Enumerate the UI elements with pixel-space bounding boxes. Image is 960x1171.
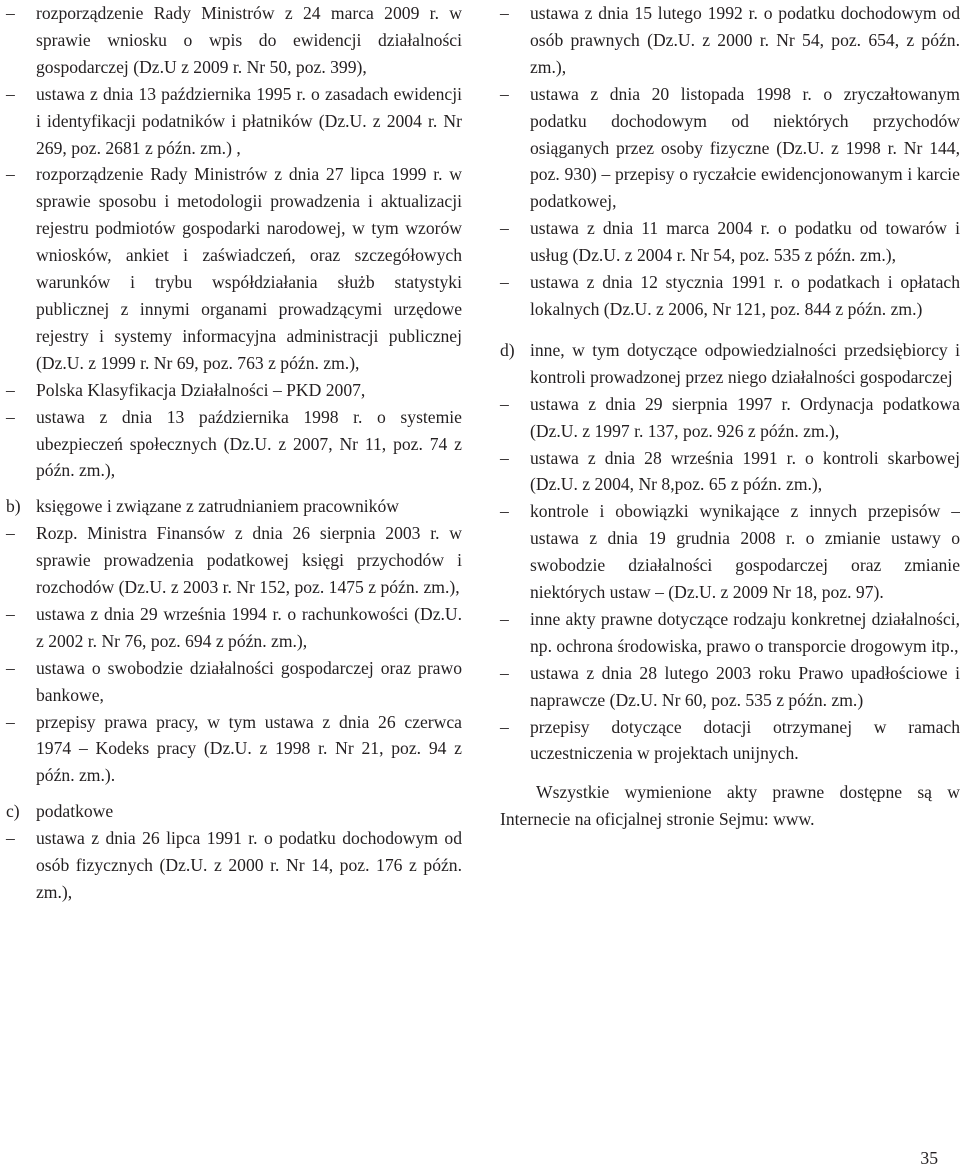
list-item: – ustawa z dnia 13 października 1995 r. o zasadach ewidencji i identyfikacji podatników i płatników (Dz.U. z 2004 r. Nr 269, poz. 2681 z późn. zm.) , — [6, 81, 462, 162]
list-item: – ustawa z dnia 26 lipca 1991 r. o podatku dochodowym od osób fizycznych (Dz.U. z 2000 r. Nr 14, poz. 176 z późn. zm.), — [6, 825, 462, 906]
left-column — [6, 0, 462, 906]
page-number: 35 — [920, 1148, 938, 1168]
list-item: – ustawa z dnia 13 października 1998 r. o systemie ubezpieczeń społecznych (Dz.U. z 2007, Nr 11, poz. 74 z późn. zm.), — [6, 404, 462, 485]
section-d-heading — [500, 337, 960, 391]
closing-paragraph: Wszystkie wymienione akty prawne dostępne są w Internecie na oficjalnej stronie Sejmu: www. — [500, 782, 960, 830]
list-item: – ustawa z dnia 28 lutego 2003 roku Prawo upadłościowe i naprawcze (Dz.U. Nr 60, poz. 535 z późn. zm.) — [500, 660, 960, 714]
section-c-label: c) — [6, 801, 20, 822]
section-c-heading — [6, 798, 462, 825]
list-item: – ustawa o swobodzie działalności gospodarczej oraz prawo bankowe, — [6, 655, 462, 709]
section-b-heading — [6, 493, 462, 520]
list-item: – ustawa z dnia 20 listopada 1998 r. o zryczałtowanym podatku dochodowym od niektórych przychodów osiąganych przez osoby fizyczne (Dz.U. z 1998 r. Nr 144, poz. 930) – przepisy o ryczałcie ewidencjonowanym i karcie podatkowej, — [500, 81, 960, 216]
list-item: – ustawa z dnia 12 stycznia 1991 r. o podatkach i opłatach lokalnych (Dz.U. z 2006, Nr 121, poz. 844 z późn. zm.) — [500, 269, 960, 323]
list-item: – Rozp. Ministra Finansów z dnia 26 sierpnia 2003 r. w sprawie prowadzenia podatkowej księgi przychodów i rozchodów (Dz.U. z 2003 r. Nr 152, poz. 1475 z późn. zm.), — [6, 520, 462, 601]
section-d-title: inne, w tym dotyczące odpowiedzialności przedsiębiorcy i kontroli prowadzonej przez niego działalności gospodarczej — [530, 339, 960, 387]
section-b-label: b) — [6, 496, 21, 517]
list-item: – rozporządzenie Rady Ministrów z 24 marca 2009 r. w sprawie wniosku o wpis do ewidencji działalności gospodarczej (Dz.U z 2009 r. Nr 50, poz. 399), — [6, 0, 462, 81]
list-item: – ustawa z dnia 28 września 1991 r. o kontroli skarbowej (Dz.U. z 2004, Nr 8,poz. 65 z późn. zm.), — [500, 445, 960, 499]
list-item: – Polska Klasyfikacja Działalności – PKD 2007, — [6, 377, 462, 404]
list-item: – ustawa z dnia 11 marca 2004 r. o podatku od towarów i usług (Dz.U. z 2004 r. Nr 54, poz. 535 z późn. zm.), — [500, 215, 960, 269]
list-item: – przepisy prawa pracy, w tym ustawa z dnia 26 czerwca 1974 – Kodeks pracy (Dz.U. z 1998 r. Nr 21, poz. 94 z późn. zm.). — [6, 709, 462, 790]
list-item: – przepisy dotyczące dotacji otrzymanej w ramach uczestniczenia w projektach unijnych. — [500, 714, 960, 768]
list-item: – ustawa z dnia 29 września 1994 r. o rachunkowości (Dz.U. z 2002 r. Nr 76, poz. 694 z późn. zm.), — [6, 601, 462, 655]
right-column — [500, 0, 960, 833]
list-item: – kontrole i obowiązki wynikające z innych przepisów – ustawa z dnia 19 grudnia 2008 r. o zmianie ustawy o swobodzie działalności gospodarczej oraz zmianie niektórych ustaw – (Dz.U. z 2009 Nr 18, poz. 97). — [500, 498, 960, 606]
section-b-title: księgowe i związane z zatrudnianiem pracowników — [36, 496, 399, 517]
list-item: – inne akty prawne dotyczące rodzaju konkretnej działalności, np. ochrona środowiska, prawo o transporcie drogowym itp., — [500, 606, 960, 660]
list-item: – ustawa z dnia 29 sierpnia 1997 r. Ordynacja podatkowa (Dz.U. z 1997 r. 137, poz. 926 z późn. zm.), — [500, 391, 960, 445]
list-item: – ustawa z dnia 15 lutego 1992 r. o podatku dochodowym od osób prawnych (Dz.U. z 2000 r. Nr 54, poz. 654, z późn. zm.), — [500, 0, 960, 81]
section-c-title: podatkowe — [36, 801, 114, 822]
list-item: – rozporządzenie Rady Ministrów z dnia 27 lipca 1999 r. w sprawie sposobu i metodologii prowadzenia i aktualizacji rejestru podmiotów gospodarki narodowej, w tym wzorów wniosków, ankiet i zaświadczeń, oraz szczegółowych warunków i trybu współdziałania służb statystyki publicznej z innymi organami prowadzącymi urzędowe rejestry i systemy informacyjna administracji publicznej (Dz.U. z 1999 r. Nr 69, poz. 763 z późn. zm.), — [6, 161, 462, 376]
section-d-label: d) — [500, 339, 515, 360]
